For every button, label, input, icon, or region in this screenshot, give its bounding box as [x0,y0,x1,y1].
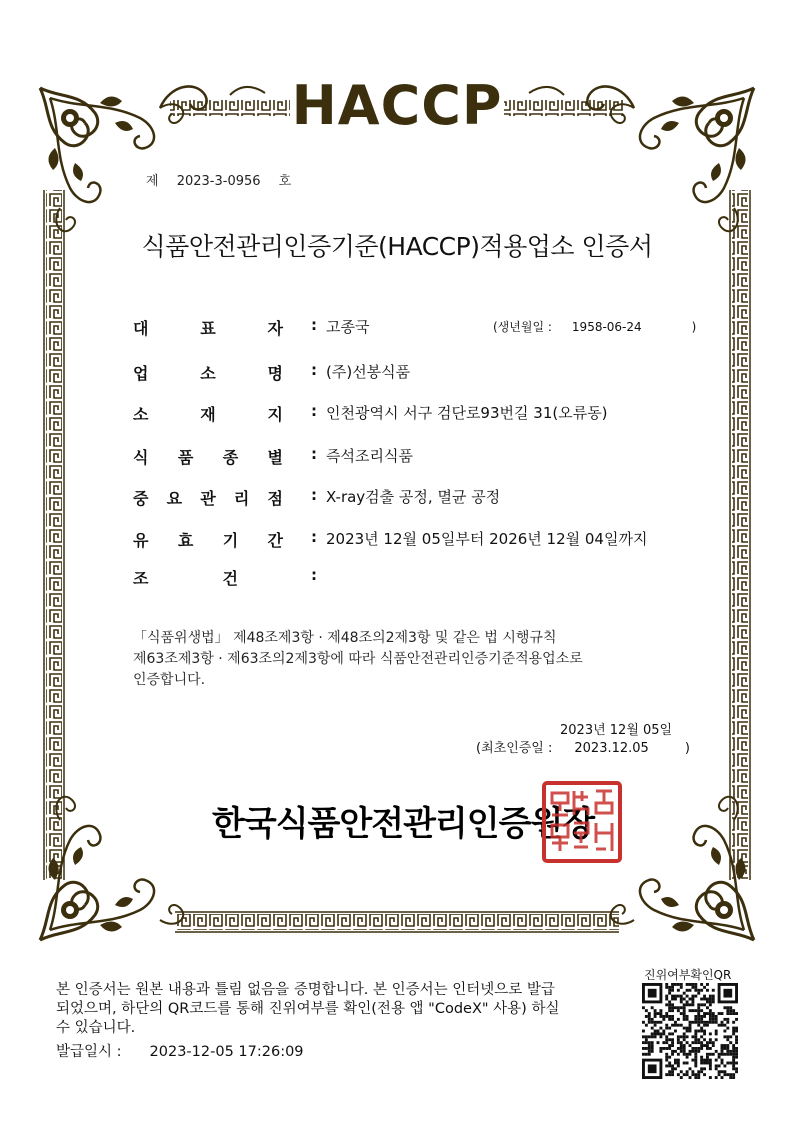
field-critical-control-points: 중 요 관 리 점 : X-ray검출 공정, 멸균 공정 [133,486,501,508]
first-certification-date: (최초인증일 : 2023.12.05 ) [476,741,690,756]
field-food-type: 식 품 종 별 : 즉석조리식품 [133,445,413,467]
qr-code-icon[interactable] [642,983,738,1079]
field-value: (주)선봉식품 [326,363,411,381]
field-value: 인천광역시 서구 검단로93번길 31(오류동) [326,404,608,422]
issue-date: 2023년 12월 05일 [560,723,673,738]
field-value: 2023년 12월 05일부터 2026년 12월 04일까지 [326,530,648,548]
field-label: 조 건 [133,569,238,588]
issued-datetime: 발급일시 : 2023-12-05 17:26:09 [56,1044,304,1060]
field-label: 업 소 명 [133,364,283,383]
field-conditions: 조 건 : [133,566,317,588]
haccp-logo: HACCP [291,74,503,137]
field-representative: 대 표 자 : 고종국 (생년월일 : 1958-06-24 ) [133,316,697,338]
field-value: X-ray검출 공정, 멸균 공정 [326,488,501,506]
field-address: 소 재 지 : 인천광역시 서구 검단로93번길 31(오류동) [133,402,608,424]
certification-statement: 「식품위생법」 제48조제3항 · 제48조의2제3항 및 같은 법 시행규칙 제63조제3항 · 제63조의2제3항에 따라 식품안전관리인증기준적용업소로 인증합니다. [133,630,583,688]
qr-label: 진위여부확인QR [644,968,732,982]
cert-number-suffix: 호 [278,174,292,189]
field-value: 고종국 [326,318,370,336]
field-value: 즉석조리식품 [326,447,413,465]
field-validity-period: 유 효 기 간 : 2023년 12월 05일부터 2026년 12월 04일까지 [133,528,648,550]
field-business-name: 업 소 명 : (주)선봉식품 [133,361,411,383]
cert-number-value: 2023-3-0956 [176,174,261,189]
certificate-title: 식품안전관리인증기준(HACCP)적용업소 인증서 [141,232,653,261]
field-label: 식 품 종 별 [133,448,283,467]
official-seal-icon [538,777,626,867]
certificate-number [146,170,305,189]
field-label: 대 표 자 [133,319,283,338]
cert-number-prefix: 제 [146,174,159,189]
footer-notice: 본 인증서는 원본 내용과 틀림 없음을 증명합니다. 본 인증서는 인터넷으로 발급 되었으며, 하단의 QR코드를 통해 진위여부를 확인(전용 앱 "CodeX" 사용) 하실 수 있습니다. [56,982,560,1036]
issuer-name: 한국식품안전관리인증원장 [212,804,595,844]
field-label: 소 재 지 [133,405,283,424]
field-label: 중 요 관 리 점 [133,489,283,508]
birth-date: (생년월일 : 1958-06-24 ) [493,320,697,334]
field-label: 유 효 기 간 [133,531,283,550]
